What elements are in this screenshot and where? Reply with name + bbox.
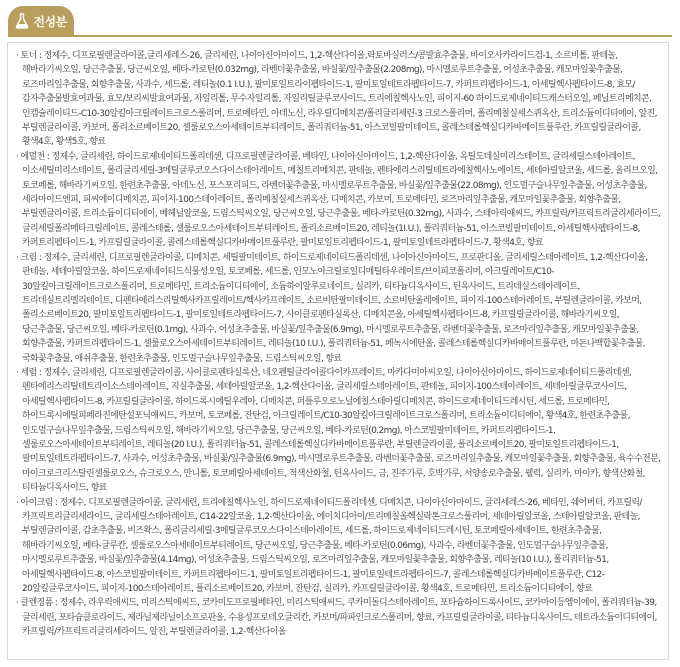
- ingredients-list: [16, 49, 662, 640]
- ingredient-item-emulsion: · 에멀전 : 정제수, 글리세린, 하이드로제네이티드폴리데센, 디프로필렌글라이콜, 베타인, 나이아신아마이드, 1,2-헥산다이올, 옥틸도데실미리스테이트, 글리세릴스테아레이트, 이소세틸미리스테이트, 폴리글리세릴-3메틸글루코오스다이스테아레이트, 메칠트리메치콘, 판테놀, 펜타에리스리틸테트라에칠헥사노에이트, 세테아릴알코올, 세드롤, 올리브오일, 토코페롤, 해바라기씨오일, 한련초추출물, 아데노신, 포스포리피드, 라벤더꽃추출물, 마시멜로루트추출물, 바실꽃/잎추출물(22.08mg), 인도멀구슬나무잎추출물, 어성초추출물, 세라마이드엔피, 피씨에이디메치콘, 피이지-100스테아레이트, 폴리메칠실세스퀴옥산, 디메치콘, 카보머, 트로메타민, 로즈마리잎추출물, 캐모마일꽃추출물, 회향추출물, 부틸렌글라이콜, 트리소듐이디티에이, 베헤닐알코올, 드림스틱씨오일, 당근씨오일, 당근추출물, 베타-카로틴(0.32mg), 사과수, 스테아릭애씨드, 카프릴릭/카프릭트리글리세라이드, 글리세릴폴리메타크릴레이트, 콜레스테롤, 셀룰로오스아세테이트부티레이트, 폴리소르베이트20, 레티놀(1I.U.), 폴리쿼터늄-51, 아스코빌팔미테이트, 아세틸헥사펩타이드-8, 카퍼트리펩타이드-1, 카프릴릴글라이콜, 콜레스테롤헥실디카바메이트풀루란, 팔미토일트리펩타이드-1, 팔미토일테트라펩타이드-7, 황색4호, 향료: [16, 151, 661, 249]
- ingredient-item-cream: · 크림 : 정제수, 글리세린, 디프로필렌글라이콜, 디메치콘, 세틸팔미테이트, 하이드로제네이티드폴리데센, 나이아신아마이드, 프로판디올, 글리세릴스테아레이트, 1,2-헥산다이올, 판테놀, 세테아릴알코올, 하이드로제네이티드식물성오일, 토코페롤, 세드롤, 인모노아크릴로일디메틸타우레이트/브이피코폴리머, 아크릴레이트/C10-30알킬아크릴레이트크로스폴리머, 트로메타민, 트리소듐이디티에이, 소듐하이알루로네이트, 실리카, 티타늄디옥사이드, 틴옥사이드, 트리데실스테아레이트, 트리데실트리멜리테이트, 디펜타에리스리틸헥사카프릴레이트/헥사카프레이트, 소르비탄팔미테이트, 소르비탄올레에이트, 피이지-100스테아레이트, 부틸렌글라이콜, 카보머, 폴리소르베이트20, 팔미토일트리펩타이드-1, 팔미토일테트라펩타이드-7, 사이클로펜타실록산, 디메치콘올, 아세틸헥사펩타이드-8, 카프릴릴글라이콜, 해바라기씨오일, 당근추출물, 당근씨오일, 베타-카로틴(0.1mg), 사과수, 어성초추출물, 바실꽃/잎추출물(6.9mg), 마시멜로루트추출물, 라벤더꽃추출물, 로즈마리잎추출물, 캐모마일꽃추출물, 회향추출물, 카퍼트리펩타이드-1, 셀룰로오스아세테이트부티레이트, 레티놀(10 I.U.), 폴리쿼터늄-51, 페녹시에탄올, 콜레스테롤헥실디카바메이트풀루란, 마돈나백합꽃추출물, 국화꽃추출물, 애쉬추출물, 한련초추출물, 인도멀구슬나무잎추출물, 드림스틱씨오일, 향료: [16, 252, 648, 364]
- ingredient-item-serum: · 세럼 : 정제수, 글리세린, 디프로필렌글라이콜, 사이클로펜타실록산, 네오펜틸글라이콜다이카프레이트, 마카다미아씨오일, 나이아신아마이드, 하이드로제네이티드폴리데센, 펜타에리스리틸테트라이소스테아레이트, 지실추출물, 세테아릴알코올, 1,2-헥산다이올, 글리세릴스테아레이트, 판테놀, 피이지-100스테아레이트, 세테아릴글루코사이드, 아세틸헥사펩타이드-8, 카프릴릴글라이콜, 하이드록시에틸우레아, 디메치콘, 퍼플루오로노닐에칠스테아릴디메치콘, 하이드로제네이티드레시틴, 세드롤, 트로메타민, 하이드록시에틸피페라진에탄설포닉애씨드, 카보머, 토코페롤, 잔탄검, 아크릴레이트/C10-30알킬아크릴레이트크로스폴리머, 트리소듐이디티에이, 황색4호, 한련초추출물, 인도멀구슬나무잎추출물, 드림스틱씨오일, 해바라기씨오일, 당근추출물, 당근씨오일, 베타-카로틴(0.2mg), 아스코빌팔미테이트, 카퍼트리펩타이드-1, 셀룰로오스아세테이트부티레이트, 레티놀(20 I.U.), 폴리쿼터늄-51, 콜레스테롤헥실디카바메이트풀루란, 부틸렌글라이콜, 폴리소르베이트20, 팔미토일트리펩타이드-1, 팔미토일테트라펩타이드-7, 사과수, 어성초추출물, 바실꽃/잎추출물(6.9mg), 마시멜로루트추출물, 라벤더꽃추출물, 로즈마리잎추출물, 캐모마일꽃추출물, 회향추출물, 육수수전분, 마이크로크리스탈린셀룰로오스, 슈크로오스, 만니톨, 토코페릴아세테이트, 적색산화철, 틴옥사이드, 금, 진주가루, 호박가루, 서양송로추출물, 웰럭, 실리카, 마이카, 향색산화철, 티타늄디옥사이드, 향료: [16, 367, 661, 494]
- section-title: 전성분: [33, 14, 67, 29]
- ingredients-box: [7, 42, 669, 660]
- section-tab: [8, 6, 74, 36]
- ingredient-item-cleansing-foam: · 클렌징폼 : 정제수, 라우릭애씨드, 미리스틱애씨드, 코카미도프로필베타인, 미리스틱애씨드, 쿠카미돌디스테아레이트, 포타슘하이드록사이드, 코카마이등엠이에이, 폴리쿼터늄-39, 글리세린, 포타슘클로라이드, 제라닐제라닐이소프로판올, 수용성프로테오글리칸, 카보머/파파인크로스폴리머, 향료, 카프릴릴글라이콜, 티타늄디옥사이드, 테트라소듐이디티에이, 카프릴릭/카프릭트리글리세라이드, 알진, 부틸렌글라이콜, 1,2-헥산다이올: [16, 598, 657, 638]
- header-divider: [8, 35, 672, 37]
- section-header: [0, 0, 680, 40]
- ingredient-item-toner: · 토너 : 정제수, 디프로필렌글라이콜,글리세레스-26, 글리세린, 나이아신아마이드, 1,2-헥산다이올,락토바실러스/콩발효추출물, 바이오사카라이드검-1, 소르비톨, 판테놀, 해바라기씨오일, 당근추출물, 당근씨오일, 베타-카로틴(0.032mg), 라벤더꽃추출물, 바실꽃/잎추출물(2.208mg), 마시멜로루트추출물, 어성초추출물, 캐모마일꽃추출물, 로즈마리잎추출물, 회향추출물, 사과수, 세드롤, 레티놀(0.1 I.U.), 팔미토일트라이펩타이드-1, 팔미토일테트라펩타이드-7, 카퍼트리펩타이드-1, 아세틸헥사펩타이드-8, 효모/감자추출물발효여과물, 효모/보리씨발효여과물, 자일리톨, 무수자일리톨, 자일리틸글루코사이드, 트리에칠헥사노인, 피이지-60 하이드로제네이티드캐스터오일, 페닐트리메치콘, 인캡슐레이티드-C10-30알킬아크릴레이트크로스폴리머, 트로메타민, 아데노신, 라우릴디메치콘/폴리글리세린-3 크로스폴리머, 폴리메칠실세스퀴옥산, 트리소듐이디티에이, 알진, 부틸렌글라이콜, 카보머, 폴리소르베이트20, 셀룰로오스아세테이트부티레이트, 폴리쿼터늄-51, 아스코빌팔미테이트, 콜레스테롤헥실디카바메이트풀루란, 카프릴릴글라이콜, 황색4호, 황색5호, 향료: [16, 51, 657, 148]
- ingredient-item-eye-cream: · 아이크림 : 정제수, 디프로필렌글라이콜, 글리세린, 트리에칠헥사노인, 하이드로제네이티드폴리데센, 디메치콘, 나이아신아마이드, 글리세레스-26, 베타인, 쉐어버터, 카프릴릭/카프릭트리글리세라이드, 글리세릴스테아레이트, C14-22알코올, 1,2-헥산다이올, 에이치디아이/트리메칠올헥실락톤크로스폴리머, 세테아릴알코올, 스테아릴알코올, 판테놀, 부틸렌글라이콜, 감초추출물, 비즈왁스, 폴리글리세릴-3메틸글루코오스다이스테아레이트, 세드롤, 하이드로제네이티드레시틴, 토코페릴아세테이트, 한련초추출물, 해바라기씨오일, 베타-글루칸, 셀룰로오스아세테이트부티레이트, 당근씨오일, 당근추출물, 베타-카로틴(0.06mg), 사과수, 라벤더꽃추출물, 인도멀구슬나무잎추출물, 마시멜로루트추출물, 바실꽃/잎추출물(4.14mg), 어성초추출물, 드림스틱씨오일, 로즈마리잎추출물, 캐모마일꽃추출물, 회향추출물, 레티놀(10 I.U.), 폴리쿼터늄-51, 아세틸헥사펩타이드-8, 아스코빌팔미테이트, 카퍼트리펩타이드-1, 팔미토일트리펩타이드-1, 팔미토일테트라펩타이드-7, 콜레스테롤헥실디카바메이트풀루란, C12-20알킬글루코사이드, 피이지-100스테아레이트, 폴리소르베이트20, 카보머, 잔탄검, 실리카, 카프릴릴글라이콜, 황색4호, 트로메타민, 트리소듐이디티에이, 향료: [16, 497, 642, 595]
- flask-icon: [15, 13, 29, 29]
